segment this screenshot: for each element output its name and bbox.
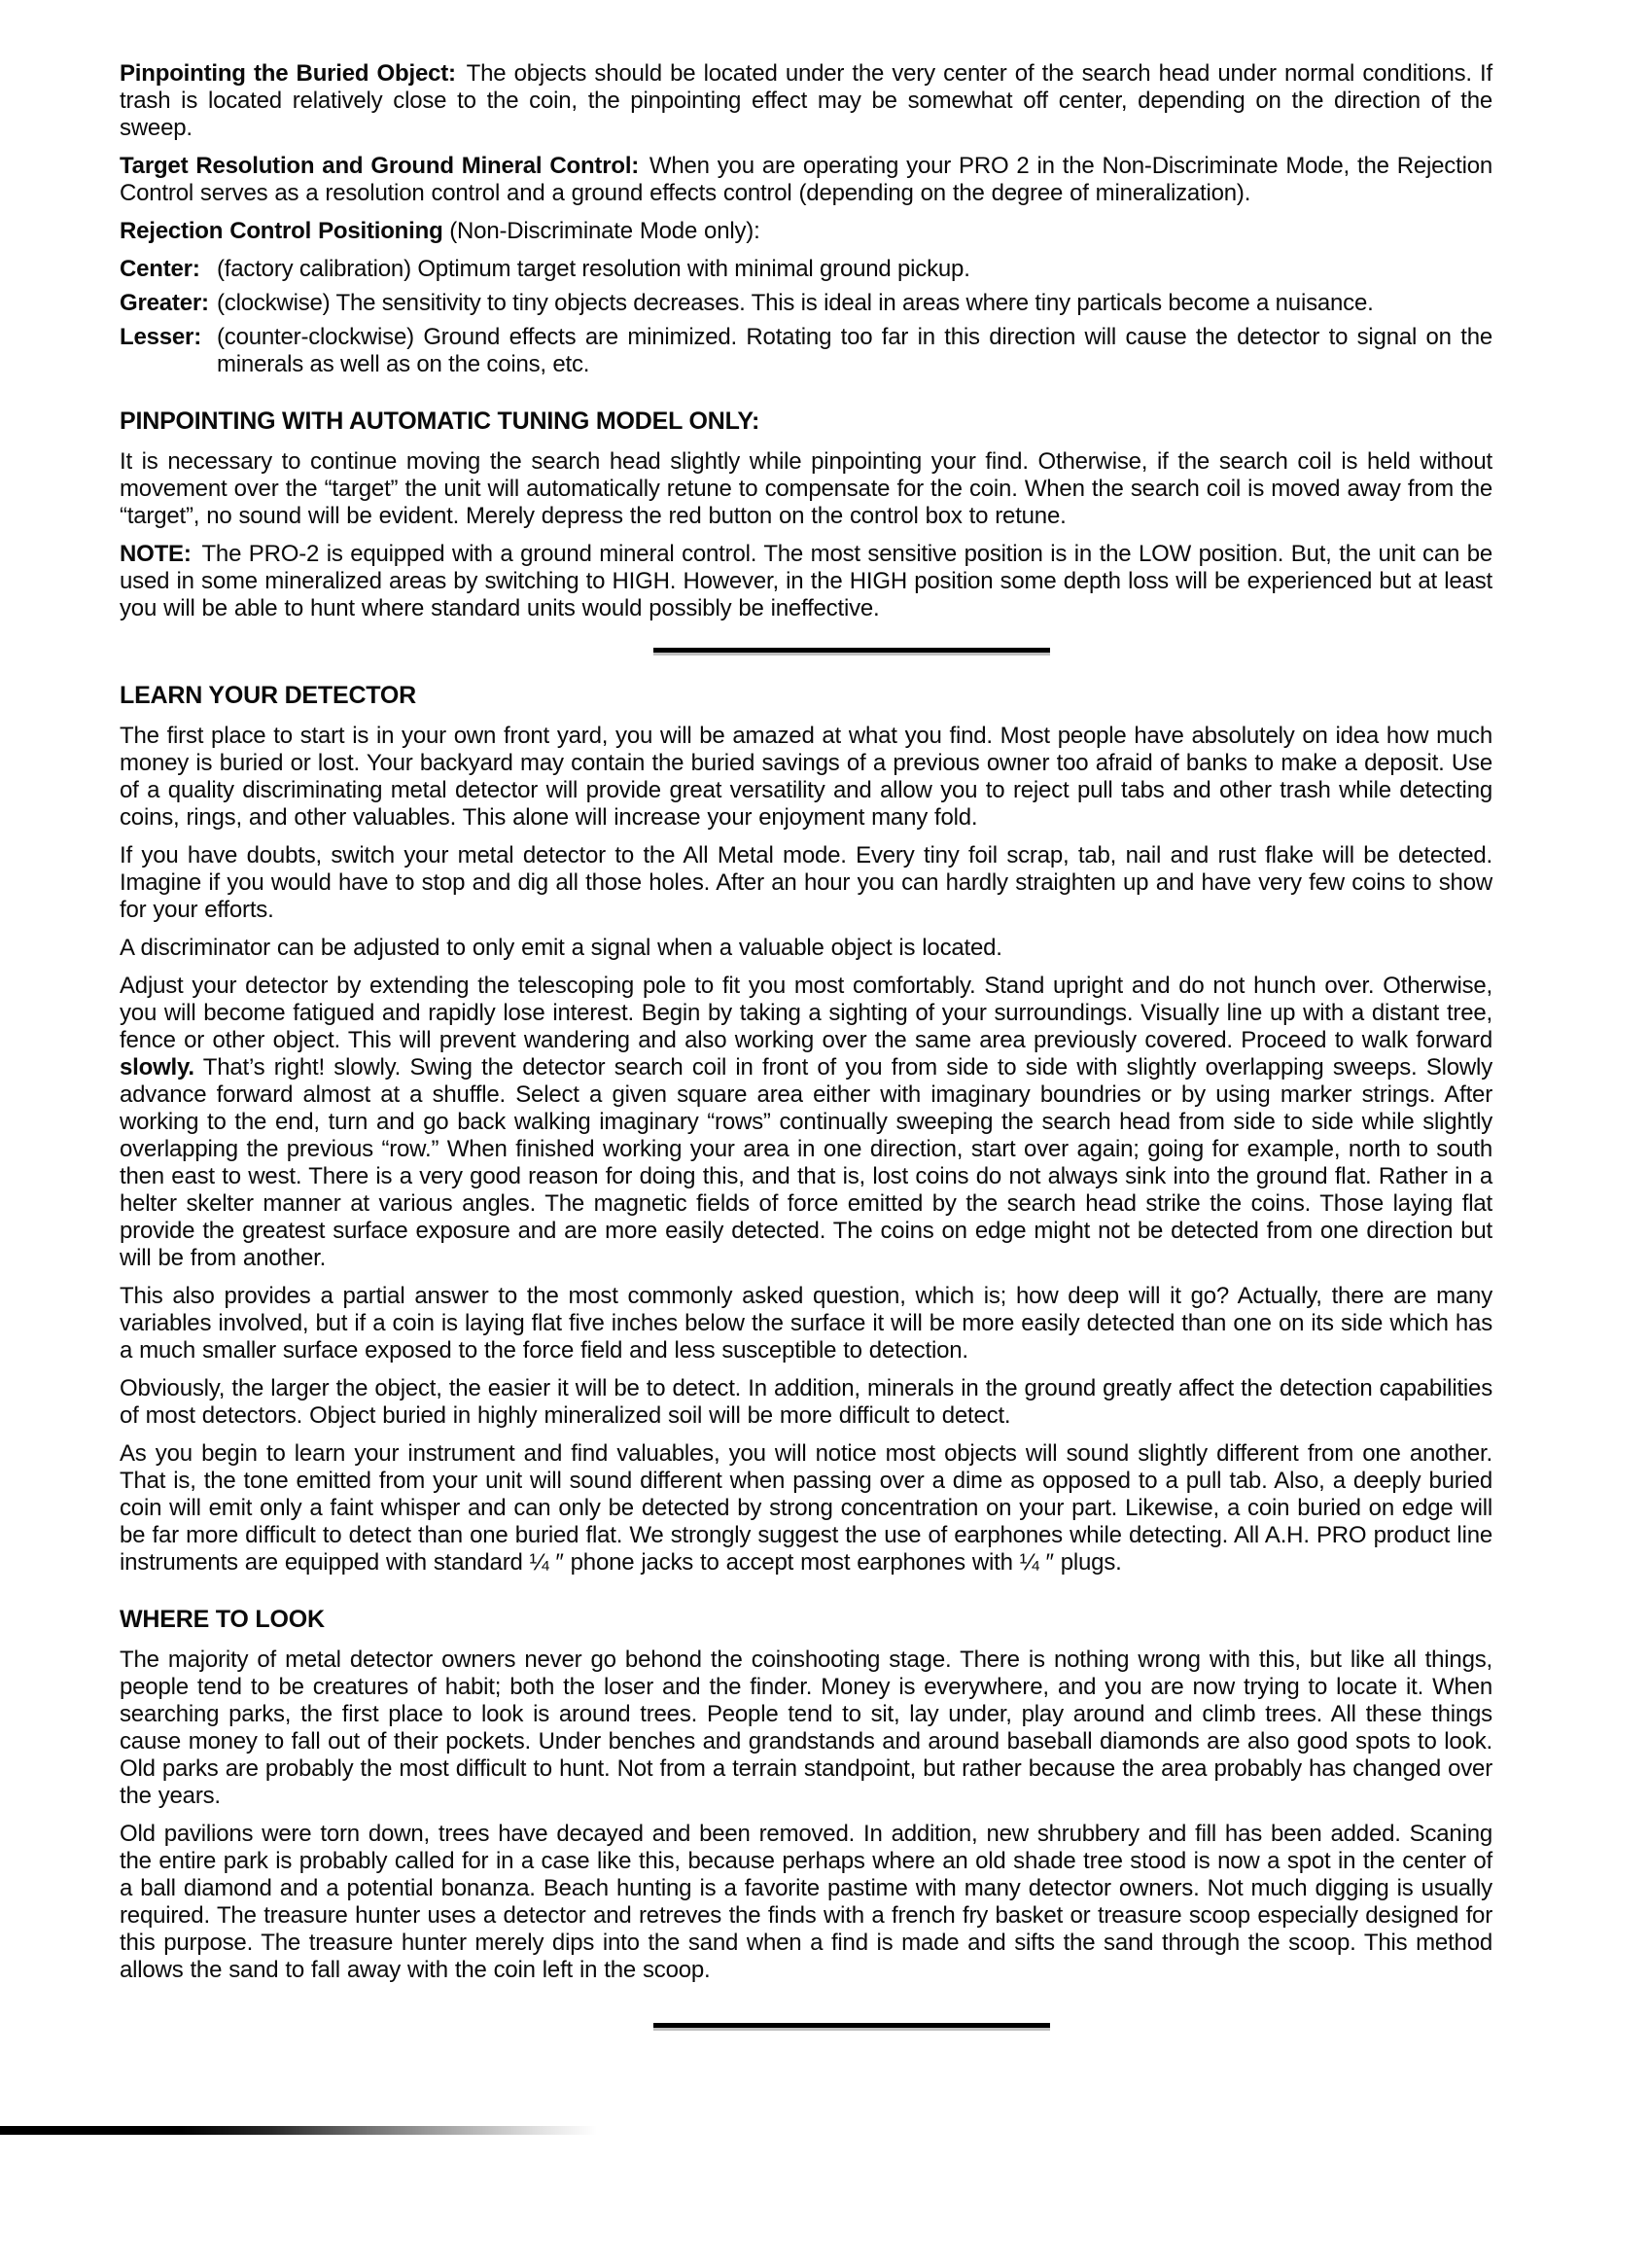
paragraph-all-metal-mode: If you have doubts, switch your metal detector to the All Metal mode. Every tiny foil scrap, tab, nail and rust flake will be detected. Imagine if you would have to stop and dig all those holes. After an hour you can hardly straighten up and have very few coins to show for your efforts. [120, 842, 1492, 923]
scan-artifact-streak [0, 2126, 597, 2135]
term-greater: Greater: [120, 290, 209, 316]
paragraph-text: Adjust your detector by extending the telescoping pole to fit you most comfortably. Stand upright and do not hunch over. Otherwise, you will become fatigued and rapidly lose interest. Begin by taking a sighting of your surroundings. Visually line up with a distant tree, fence or other object. This will prevent wandering and also working over the same area previously covered. Proceed to walk forward [120, 973, 1492, 1053]
paragraph-learn-instrument: As you begin to learn your instrument and find valuables, you will notice most objects will sound slightly different from one another. That is, the tone emitted from your unit will sound different when passing over a dime as opposed to a pull tab. Also, a deeply buried coin will emit only a faint whisper and can only be detected by strong concentration on your part. Likewise, a coin buried on edge will be far more difficult to detect than one buried flat. We strongly suggest the use of earphones while detecting. All A.H. PRO product line instruments are equipped with standard ¼ ″ phone jacks to accept most earphones with ¼ ″ plugs. [120, 1440, 1492, 1576]
paragraph-text: That’s right! slowly. Swing the detector search coil in front of you from side to side with slightly overlapping sweeps. Slowly advance forward almost at a shuffle. Select a given square area either with imaginary boundries or by using marker strings. After working to the end, turn and go back walking imaginary “rows” continually sweeping the search head from side to side while slightly overlapping the previous “row.” When finished working your area in one direction, start over again; going for example, north to south then east to west. There is a very good reason for doing this, and that is, lost coins do not always sink into the ground flat. Rather in a helter skelter manner at various angles. The magnetic fields of force emitted by the search head strike the coins. Those laying flat provide the greatest surface exposure and are more easily detected. The coins on edge might not be detected from one direction but will be from another. [120, 1054, 1492, 1271]
paragraph-larger-object: Obviously, the larger the object, the easier it will be to detect. In addition, minerals in the ground greatly affect the detection capabilities of most detectors. Object buried in highly mineralized soil will be more difficult to detect. [120, 1375, 1492, 1429]
paragraph-text: The objects should be located under the very center of the search head under normal conditions. If trash is located relatively close to the coin, the pinpointing effect may be somewhat off center, depending on the direction of the sweep. [120, 60, 1492, 141]
paragraph-front-yard: The first place to start is in your own front yard, you will be amazed at what you find. Most people have absolutely on idea how much money is buried or lost. Your backyard may contain the buried savings of a previous owner too afraid of banks to make a deposit. Use of a quality discriminating metal detector will provide great versatility and allow you to reject pull tabs and other trash while detecting coins, rings, and other valuables. This alone will increase your enjoyment many fold. [120, 723, 1492, 831]
paragraph-text: When you are operating your PRO 2 in the Non-Discriminate Mode, the Rejection Control serves as a resolution control and a ground effects control (depending on the degree of mineralization). [120, 153, 1492, 206]
paragraph-pinpointing-buried-object [120, 60, 1492, 142]
paragraph-how-deep: This also provides a partial answer to the most commonly asked question, which is; how deep will it go? Actually, there are many variables involved, but if a coin is laying flat five inches below the surface it will be more easily detected than one on its side which has a much smaller surface exposed to the force field and less susceptible to detection. [120, 1283, 1492, 1364]
emphasized-word: slowly. [120, 1054, 194, 1081]
paragraph-lead: Target Resolution and Ground Mineral Control: [120, 153, 640, 179]
paragraph-lead: Rejection Control Positioning [120, 218, 443, 244]
heading-where-to-look: WHERE TO LOOK [120, 1606, 325, 1633]
paragraph-lead: NOTE: [120, 541, 192, 567]
paragraph-rejection-control [120, 218, 1492, 245]
heading-pinpointing-automatic-tuning: PINPOINTING WITH AUTOMATIC TUNING MODEL ONLY: [120, 408, 760, 435]
paragraph-coinshooting: The majority of metal detector owners never go behond the coinshooting stage. There is nothing wrong with this, but like all things, people tend to be creatures of habit; both the loser and the finder. Money is everywhere, and you are now trying to locate it. When searching parks, the first place to look is around trees. People tend to sit, lay under, play around and climb trees. All these things cause money to fall out of their pockets. Under benches and grandstands and around baseball diamonds are also good spots to look. Old parks are probably the most difficult to hunt. Not from a terrain standpoint, but rather because the area probably has changed over the years. [120, 1647, 1492, 1809]
term-description: (counter-clockwise) Ground effects are minimized. Rotating too far in this direction will cause the detector to signal on the minerals as well as on the coins, etc. [217, 324, 1492, 377]
term-description: (clockwise) The sensitivity to tiny objects decreases. This is ideal in areas where tiny particals become a nuisance. [217, 290, 1374, 316]
paragraph-text: The PRO-2 is equipped with a ground mineral control. The most sensitive position is in the LOW position. But, the unit can be used in some mineralized areas by switching to HIGH. However, in the HIGH position some depth loss will be experienced but at least you will be able to hunt where standard units would possibly be ineffective. [120, 541, 1492, 621]
list-item [120, 324, 1492, 378]
paragraph-old-pavilions: Old pavilions were torn down, trees have decayed and been removed. In addition, new shrubbery and fill has been added. Scaning the entire park is probably called for in a case like this, because perhaps where an old shade tree stood is now a spot in the center of a ball diamond and a potential bonanza. Beach hunting is a favorite pastime with many detector owners. Not much digging is usually required. The treasure hunter uses a detector and retreves the finds with a french fry basket or treasure scoop especially designed for this purpose. The treasure hunter merely dips into the sand when a find is made and sifts the sand through the scoop. This method allows the sand to fall away with the coin left in the scoop. [120, 1821, 1492, 1983]
paragraph-text: (Non-Discriminate Mode only): [449, 218, 760, 244]
rejection-positions-list [120, 256, 1492, 378]
list-item [120, 256, 1492, 283]
term-lesser: Lesser: [120, 324, 201, 350]
text-column [120, 60, 1492, 2047]
paragraph-adjust-detector [120, 973, 1492, 1272]
end-divider [653, 2023, 1050, 2028]
section-divider [653, 648, 1050, 653]
paragraph-discriminator: A discriminator can be adjusted to only emit a signal when a valuable object is located. [120, 935, 1002, 961]
paragraph-target-resolution [120, 153, 1492, 207]
paragraph-automatic-tuning-body: It is necessary to continue moving the search head slightly while pinpointing your find. Otherwise, if the search coil is held without movement over the “target” the unit will automatically retune to compensate for the coin. When the search coil is moved away from the “target”, no sound will be evident. Merely depress the red button on the control box to retune. [120, 448, 1492, 529]
list-item [120, 290, 1492, 317]
paragraph-note [120, 541, 1492, 622]
paragraph-lead: Pinpointing the Buried Object: [120, 60, 456, 87]
term-center: Center: [120, 256, 200, 282]
term-description: (factory calibration) Optimum target resolution with minimal ground pickup. [217, 256, 970, 282]
heading-learn-your-detector: LEARN YOUR DETECTOR [120, 682, 417, 709]
